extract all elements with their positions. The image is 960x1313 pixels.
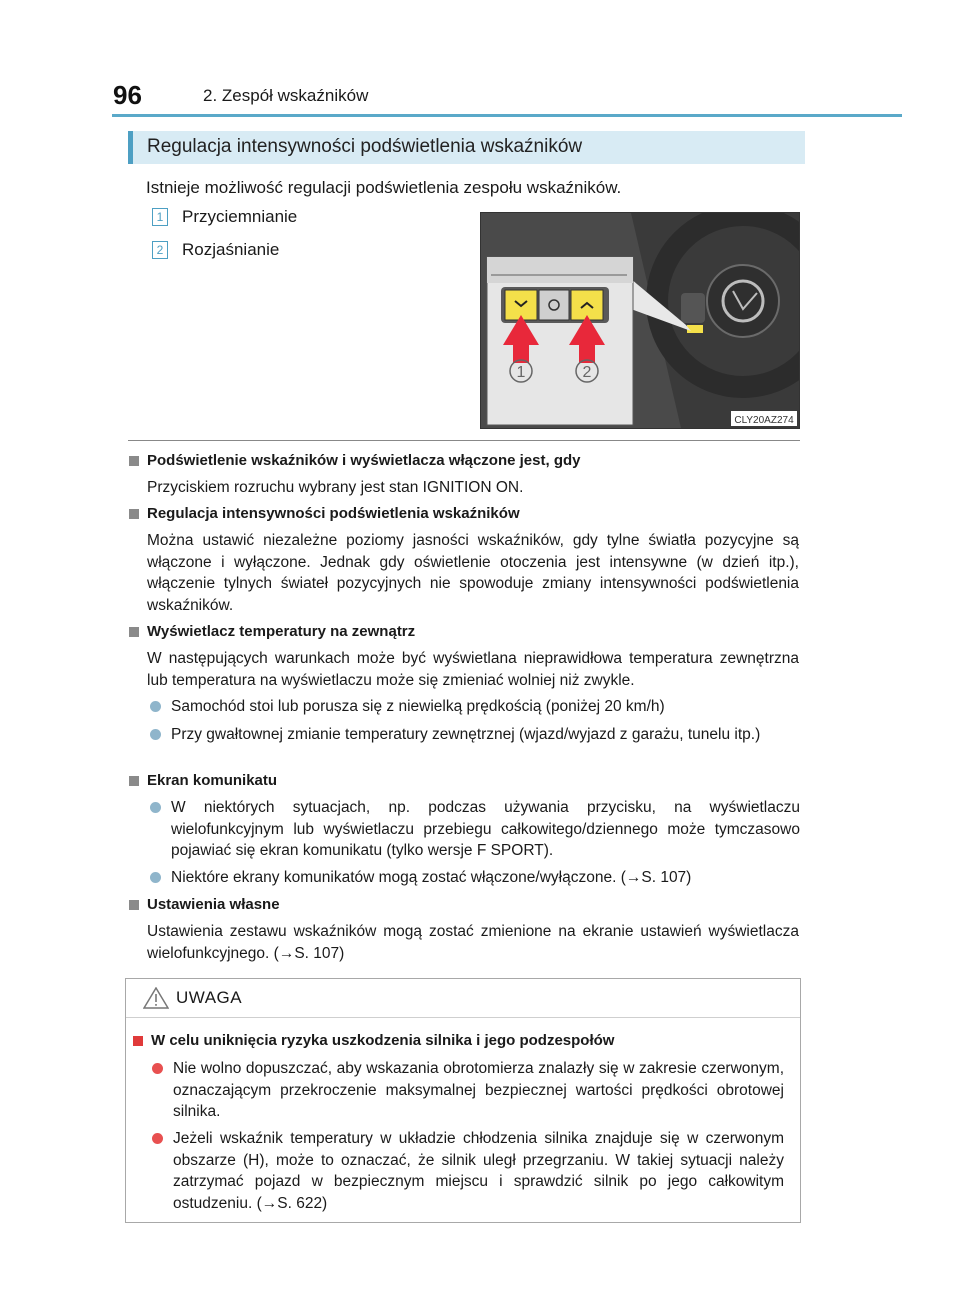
warning-title: UWAGA [176, 988, 243, 1007]
page-number: 96 [113, 80, 142, 110]
item-number: 2 [152, 241, 168, 259]
round-bullet-icon [150, 701, 161, 712]
square-bullet-icon [129, 627, 139, 637]
note-text: W następujących warunkach może być wyświetlana nieprawidłowa temperatura zewnętrzna lub temperatura na wyświetlaczu może się zmieniać wolniej niż zwykle. [147, 650, 799, 689]
section-divider [128, 440, 800, 441]
round-bullet-icon [150, 729, 161, 740]
page-header [0, 0, 960, 118]
dashboard-figure [480, 212, 800, 429]
square-bullet-icon [129, 456, 139, 466]
list-item: Niektóre ekrany komunikatów mogą zostać włączone/wyłączone. (→S. 107) [150, 867, 800, 889]
section-intro: Istnieje możliwość regulacji podświetlenia zespołu wskaźników. [146, 178, 622, 197]
warning-triangle-icon [143, 987, 169, 1009]
note-heading: Ustawienia własne [129, 896, 280, 913]
list-item [152, 240, 279, 260]
chapter-title: 2. Zespół wskaźników [203, 86, 369, 105]
warning-heading: W celu uniknięcia ryzyka uszkodzenia silnika i jego podzespołów [133, 1032, 614, 1049]
list-item: W niektórych sytuacjach, np. podczas używania przycisku, na wyświetlaczu wielofunkcyjnym lub wyświetlaczu przebiegu całkowitego/dziennego może tymczasowo pojawiać się ekran komunikatu (tylko wersje F SPORT). [150, 797, 800, 862]
list-item: Samochód stoi lub porusza się z niewielką prędkością (poniżej 20 km/h) [150, 696, 800, 718]
warning-item: Nie wolno dopuszczać, aby wskazania obrotomierza znalazły się w zakresie czerwonym, oznaczającym przekroczenie maksymalnej bezpiecznej wartości prędkości obrotowej silnika. [152, 1058, 784, 1123]
callout-2-label: 2 [582, 364, 592, 381]
section-title-bar [128, 131, 805, 164]
round-bullet-icon [152, 1133, 163, 1144]
item-number: 1 [152, 208, 168, 226]
round-bullet-icon [150, 802, 161, 813]
note-heading: Ekran komunikatu [129, 772, 277, 789]
round-bullet-icon [152, 1063, 163, 1074]
square-bullet-icon [133, 1036, 143, 1046]
warning-item: Jeżeli wskaźnik temperatury w układzie chłodzenia silnika znajduje się w czerwonym obszarze (H), może to oznaczać, że silnik uległ przegrzaniu. W takiej sytuacji należy zatrzymać pojazd w bezpiecznym miejscu i sprawdzić silnik po jego całkowitym ostudzeniu. (→S. 622) [152, 1128, 784, 1214]
item-label: Rozjaśnianie [182, 240, 280, 259]
square-bullet-icon [129, 776, 139, 786]
round-bullet-icon [150, 872, 161, 883]
callout-1-label: 1 [516, 364, 526, 381]
list-item [152, 207, 297, 227]
figure-code: CLY20AZ274 [734, 415, 794, 426]
note-heading: Regulacja intensywności podświetlenia wskaźników [129, 505, 520, 522]
square-bullet-icon [129, 900, 139, 910]
note-heading: Wyświetlacz temperatury na zewnątrz [129, 623, 415, 640]
warning-header [126, 979, 800, 1018]
list-item: Przy gwałtownej zmianie temperatury zewnętrznej (wjazd/wyjazd z garażu, tunelu itp.) [150, 724, 800, 746]
note-text: Można ustawić niezależne poziomy jasności wskaźników, gdy tylne światła pozycyjne są włączone i wyłączone. Jednak gdy oświetlenie otoczenia jest intensywne (w dzień itp.), włączenie tylnych świateł pozycyjnych nie spowoduje zmiany intensywności podświetlenia wskaźników. [147, 532, 799, 614]
square-bullet-icon [129, 509, 139, 519]
note-text: Przyciskiem rozruchu wybrany jest stan IGNITION ON. [147, 479, 524, 496]
item-label: Przyciemnianie [182, 207, 298, 226]
dashboard-illustration [481, 213, 799, 428]
note-heading: Podświetlenie wskaźników i wyświetlacza włączone jest, gdy [129, 452, 580, 469]
section-title: Regulacja intensywności podświetlenia wskaźników [147, 136, 583, 157]
header-rule [112, 114, 902, 117]
note-text: Ustawienia zestawu wskaźników mogą zostać zmienione na ekranie ustawień wyświetlacza wielofunkcyjnego. (→S. 107) [147, 923, 799, 962]
